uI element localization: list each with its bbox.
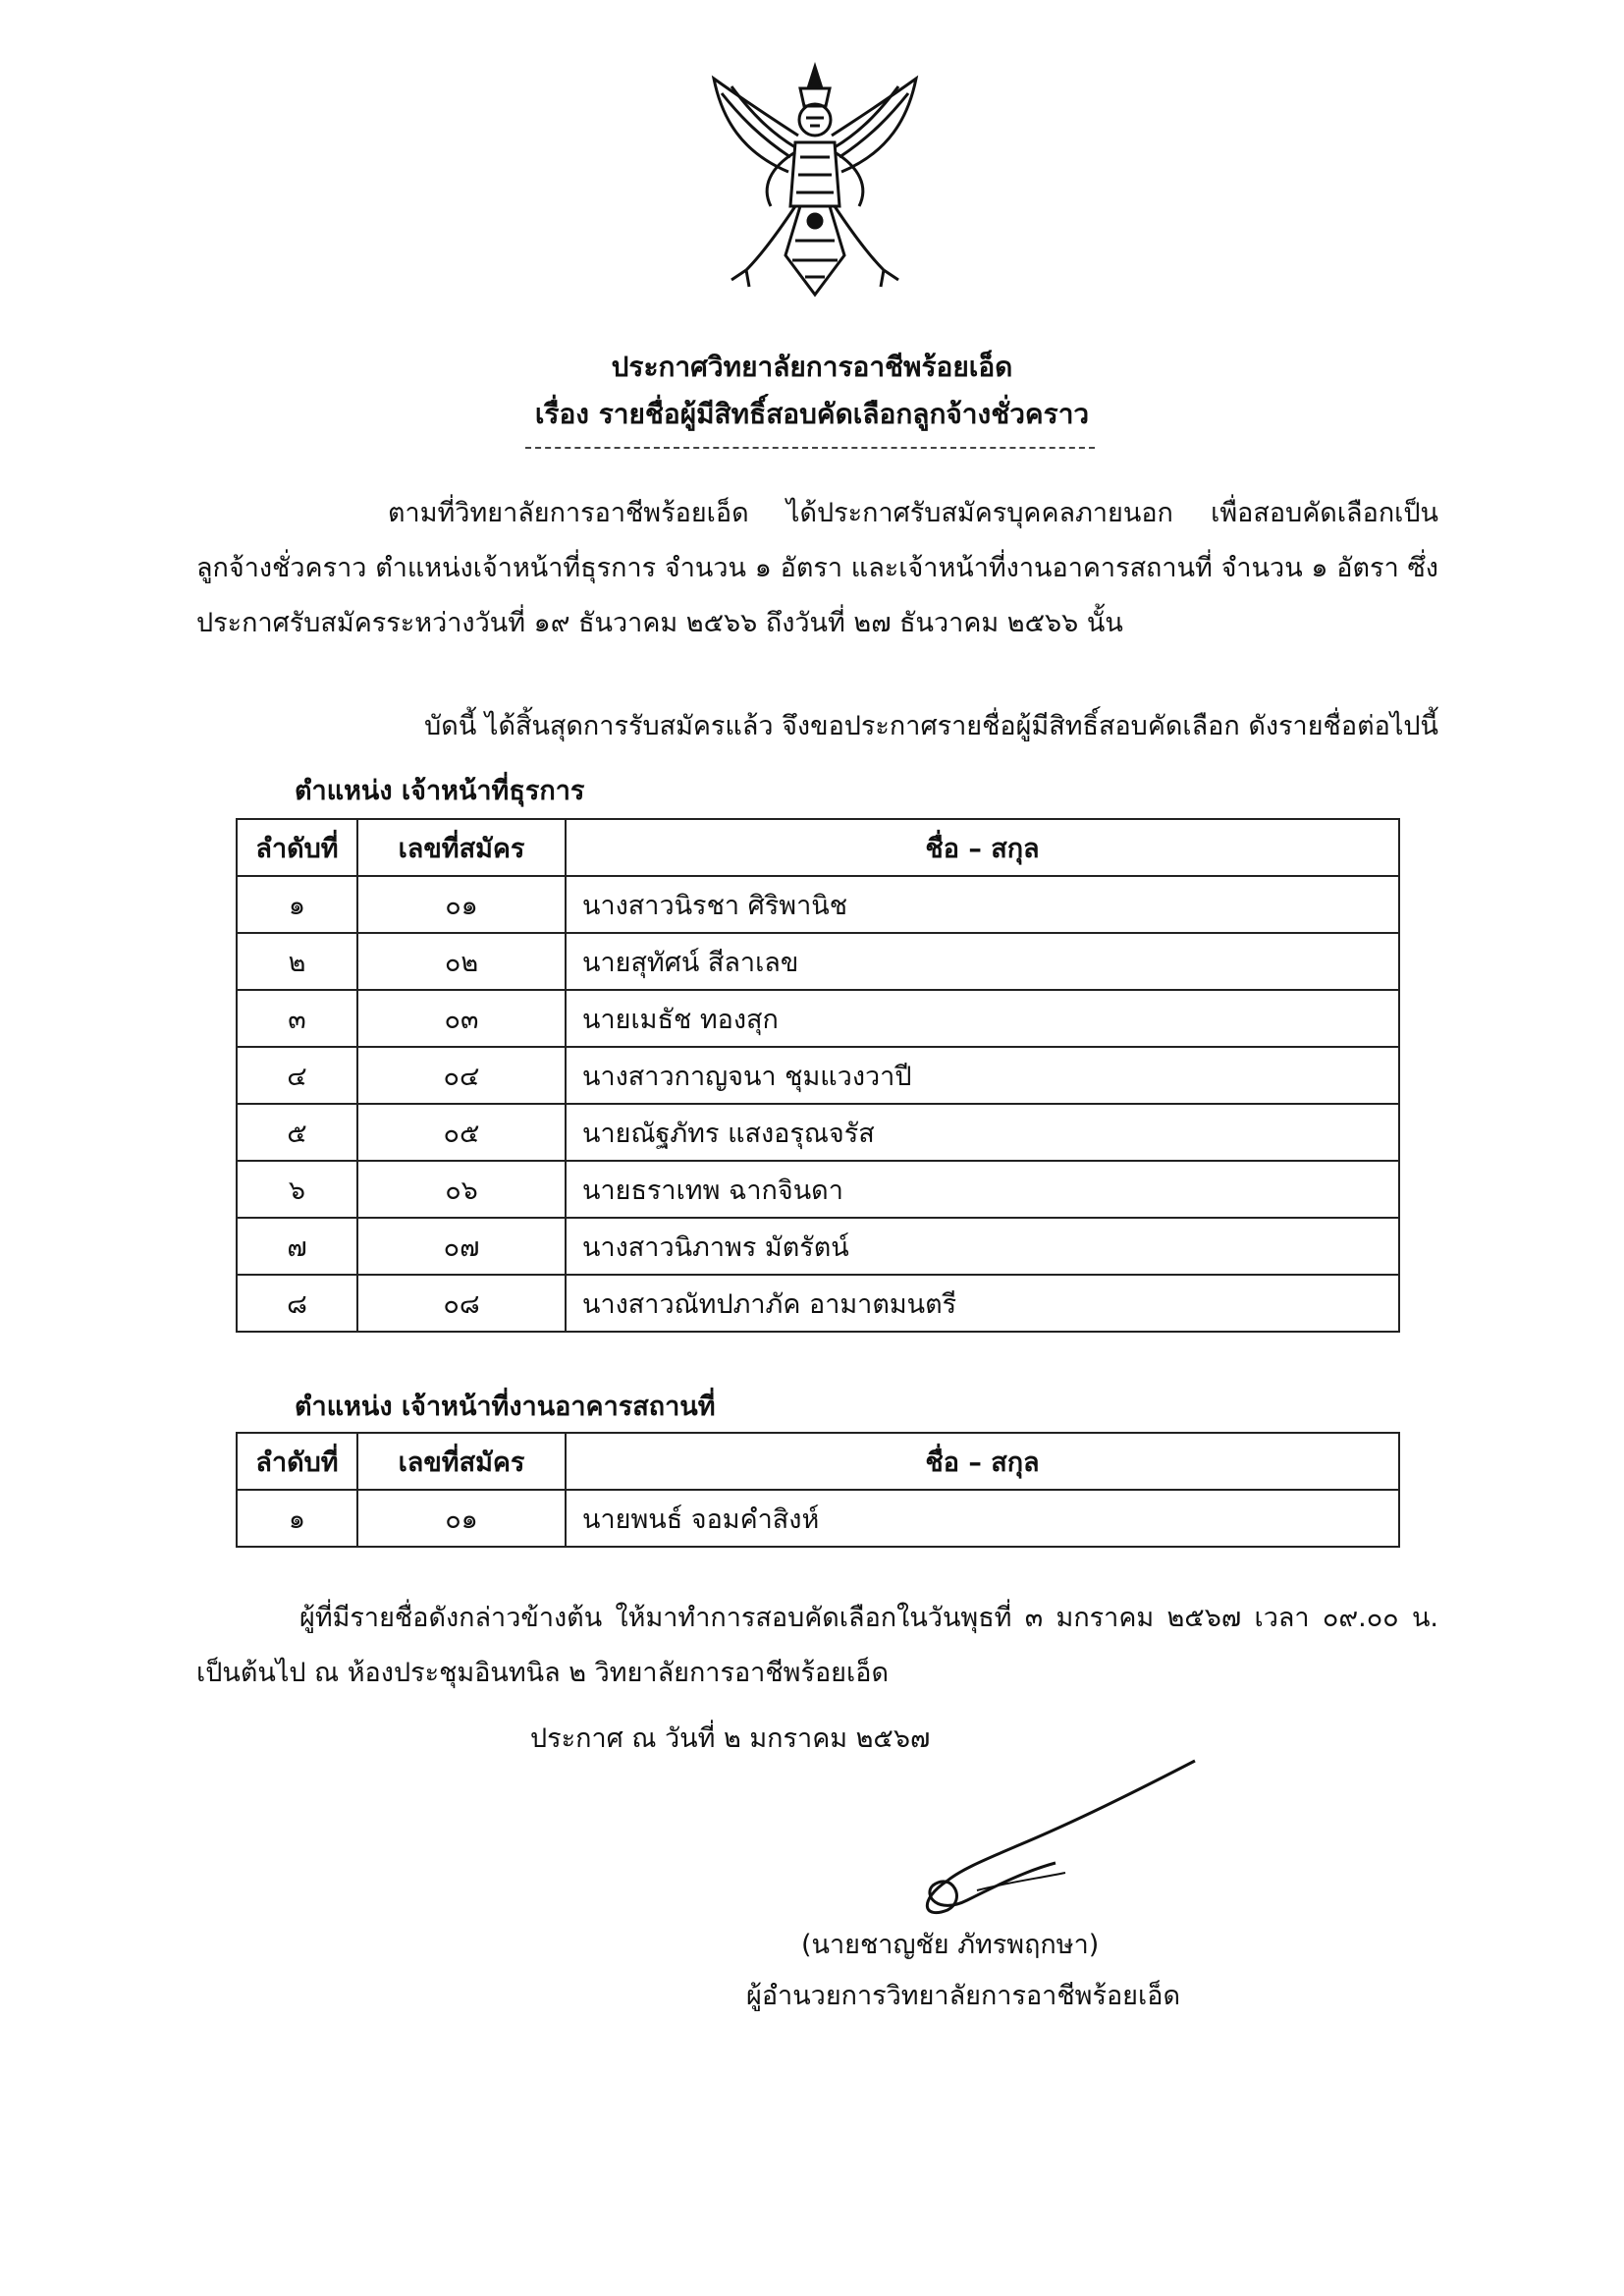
cell-order: ๓ [237,990,357,1047]
cell-name: นายธราเทพ ฉากจินดา [566,1161,1399,1218]
signature-icon [908,1753,1203,1920]
column-header-app-no: เลขที่สมัคร [357,819,566,876]
cell-order: ๑ [237,876,357,933]
cell-order: ๗ [237,1218,357,1275]
column-header-app-no: เลขที่สมัคร [357,1433,566,1490]
cell-order: ๘ [237,1275,357,1332]
cell-name: นางสาวณัทปภาภัค อามาตมนตรี [566,1275,1399,1332]
candidate-table-admin [236,818,1400,1333]
cell-order: ๕ [237,1104,357,1161]
section-heading-facilities: ตำแหน่ง เจ้าหน้าที่งานอาคารสถานที่ [295,1392,716,1422]
cell-app-no: ๐๒ [357,933,566,990]
cell-name: นายพนธ์ จอมคำสิงห์ [566,1490,1399,1547]
table-row [237,1275,1399,1332]
signatory-position: ผู้อำนวยการวิทยาลัยการอาชีพร้อยเอ็ด [746,1981,1180,2011]
table-row [237,1104,1399,1161]
cell-app-no: ๐๓ [357,990,566,1047]
garuda-emblem-icon [702,59,928,304]
cell-order: ๖ [237,1161,357,1218]
signatory-name: (นายชาญชัย ภัทรพฤกษา) [801,1930,1100,1960]
table-row [237,990,1399,1047]
cell-name: นายณัฐภัทร แสงอรุณจรัส [566,1104,1399,1161]
cell-app-no: ๐๑ [357,876,566,933]
announcement-date: ประกาศ ณ วันที่ ๒ มกราคม ๒๕๖๗ [530,1723,931,1754]
exam-text: ผู้ที่มีรายชื่อดังกล่าวข้างต้น ให้มาทำการสอบคัดเลือกในวันพุธที่ ๓ มกราคม ๒๕๖๗ เวลา ๐๙.๐๐ น. เป็นต้นไป ณ ห้องประชุมอินทนิล ๒ วิทยาลัยการอาชีพร้อยเอ็ด [196,1603,1438,1688]
intro-paragraph [196,486,1438,651]
section-heading-admin: ตำแหน่ง เจ้าหน้าที่ธุรการ [295,776,585,806]
cell-order: ๑ [237,1490,357,1547]
table-header-row [237,1433,1399,1490]
cell-name: นางสาวนิภาพร มัตรัตน์ [566,1218,1399,1275]
table-row [237,1490,1399,1547]
document-title: ประกาศวิทยาลัยการอาชีพร้อยเอ็ด [611,351,1013,383]
table-row [237,1218,1399,1275]
candidate-table-facilities [236,1432,1400,1548]
intro-text: ตามที่วิทยาลัยการอาชีพร้อยเอ็ด ได้ประกาศรับสมัครบุคคลภายนอก เพื่อสอบคัดเลือกเป็นลูกจ้างชั่วคราว ตำแหน่งเจ้าหน้าที่ธุรการ จำนวน ๑ อัตรา และเจ้าหน้าที่งานอาคารสถานที่ จำนวน ๑ อัตรา ซึ่งประกาศรับสมัครระหว่างวันที่ ๑๙ ธันวาคม ๒๕๖๖ ถึงวันที่ ๒๗ ธันวาคม ๒๕๖๖ นั้น [196,498,1438,638]
separator-line [525,447,1095,449]
exam-paragraph [196,1591,1438,1701]
cell-app-no: ๐๗ [357,1218,566,1275]
table-header-row [237,819,1399,876]
table-row [237,1161,1399,1218]
cell-order: ๔ [237,1047,357,1104]
notice-paragraph: บัดนี้ ได้สิ้นสุดการรับสมัครแล้ว จึงขอประกาศรายชื่อผู้มีสิทธิ์สอบคัดเลือก ดังรายชื่อต่อไปนี้ [424,711,1438,741]
cell-app-no: ๐๕ [357,1104,566,1161]
document-subject: เรื่อง รายชื่อผู้มีสิทธิ์สอบคัดเลือกลูกจ้างชั่วคราว [534,398,1090,430]
cell-app-no: ๐๖ [357,1161,566,1218]
cell-name: นายเมธัช ทองสุก [566,990,1399,1047]
table-row [237,1047,1399,1104]
column-header-name: ชื่อ – สกุล [566,819,1399,876]
cell-app-no: ๐๔ [357,1047,566,1104]
column-header-order: ลำดับที่ [237,1433,357,1490]
cell-name: นายสุทัศน์ สีลาเลข [566,933,1399,990]
cell-app-no: ๐๘ [357,1275,566,1332]
cell-name: นางสาวนิรชา ศิริพานิช [566,876,1399,933]
table-row [237,876,1399,933]
cell-order: ๒ [237,933,357,990]
column-header-name: ชื่อ – สกุล [566,1433,1399,1490]
table-row [237,933,1399,990]
cell-name: นางสาวกาญจนา ชุมแวงวาปี [566,1047,1399,1104]
cell-app-no: ๐๑ [357,1490,566,1547]
column-header-order: ลำดับที่ [237,819,357,876]
